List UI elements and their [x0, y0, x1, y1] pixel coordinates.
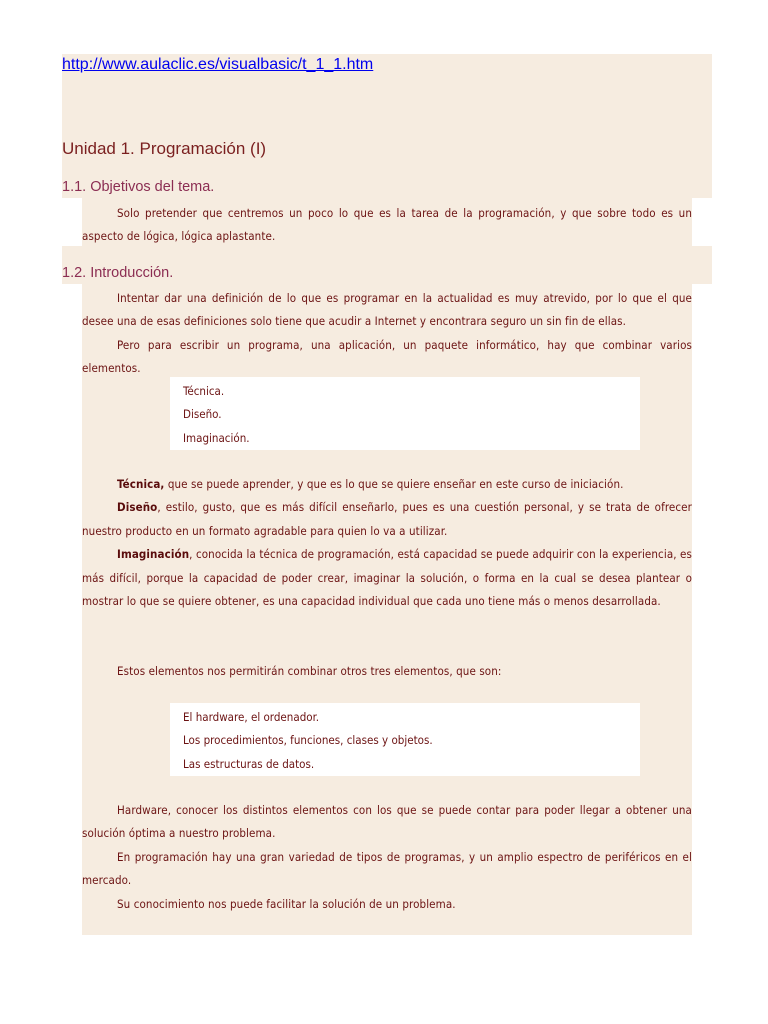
- intro-paragraph: Intentar dar una definición de lo que es programar en la actualidad es muy atrevido, por lo que el que desee una de esas definiciones solo tiene que acudir a Internet y encontrara seguro un sin fin de ellas.: [82, 291, 692, 329]
- list-item: Diseño.: [183, 407, 222, 422]
- section1-title: 1.1. Objetivos del tema.: [62, 179, 215, 195]
- elements-paragraph: Estos elementos nos permitirán combinar otros tres elementos, que son:: [117, 664, 502, 678]
- list1-left-background: [82, 377, 170, 450]
- list-item: Las estructuras de datos.: [183, 756, 315, 771]
- tecnica-term: Técnica,: [117, 477, 165, 491]
- definitions-body: [82, 473, 692, 613]
- list1-right-background: [640, 377, 692, 450]
- imaginacion-paragraph: [82, 543, 692, 613]
- hardware-body: [82, 799, 692, 916]
- imaginacion-text: , conocida la técnica de programación, está capacidad se puede adquirir con la experiencia, es más difícil, porque la capacidad de poder crear, imaginar la solución, o forma en la cual se desea plantear o mostrar lo que se quiere obtener, es una capacidad individual que cada uno tiene más o menos desarrollada.: [82, 547, 692, 609]
- unit-title: Unidad 1. Programación (I): [62, 139, 267, 158]
- section1-body: [82, 202, 692, 249]
- elements-body: [82, 660, 692, 683]
- list-item: Imaginación.: [183, 430, 250, 445]
- header-background: [62, 54, 712, 198]
- diseno-paragraph: [82, 496, 692, 543]
- skills-list: [183, 380, 250, 450]
- combine-paragraph: Pero para escribir un programa, una aplicación, un paquete informático, hay que combinar varios elementos.: [82, 337, 692, 376]
- list-item: El hardware, el ordenador.: [183, 710, 320, 724]
- source-link[interactable]: http://www.aulaclic.es/visualbasic/t_1_1.htm: [62, 56, 374, 73]
- variety-paragraph: En programación hay una gran variedad de tipos de programas, y un amplio espectro de periféricos en el mercado.: [82, 849, 692, 888]
- list2-left-background: [82, 703, 170, 776]
- list-item: Los procedimientos, funciones, clases y objetos.: [183, 733, 433, 748]
- list-item: Técnica.: [183, 384, 225, 398]
- list2-right-background: [640, 703, 692, 776]
- diseno-term: Diseño: [117, 500, 158, 515]
- tecnica-text: que se puede aprender, y que es lo que se quiere enseñar en este curso de iniciación.: [164, 477, 624, 491]
- section2-title: 1.2. Introducción.: [62, 265, 174, 281]
- elements-list: [183, 706, 433, 776]
- knowledge-paragraph: Su conocimiento nos puede facilitar la solución de un problema.: [117, 896, 456, 911]
- tecnica-paragraph: [82, 473, 692, 496]
- hardware-paragraph: Hardware, conocer los distintos elementos con los que se puede contar para poder llegar a obtener una solución óptima a nuestro problema.: [82, 803, 692, 841]
- intro-body: [82, 287, 692, 381]
- diseno-text: , estilo, gusto, que es más difícil enseñarlo, pues es una cuestión personal, y se trata de ofrecer nuestro producto en un formato agradable para quien lo va a utilizar.: [82, 500, 692, 538]
- imaginacion-term: Imaginación: [117, 547, 190, 562]
- objectives-paragraph: Solo pretender que centremos un poco lo que es la tarea de la programación, y que sobre todo es un aspecto de lógica, lógica aplastante.: [82, 206, 692, 244]
